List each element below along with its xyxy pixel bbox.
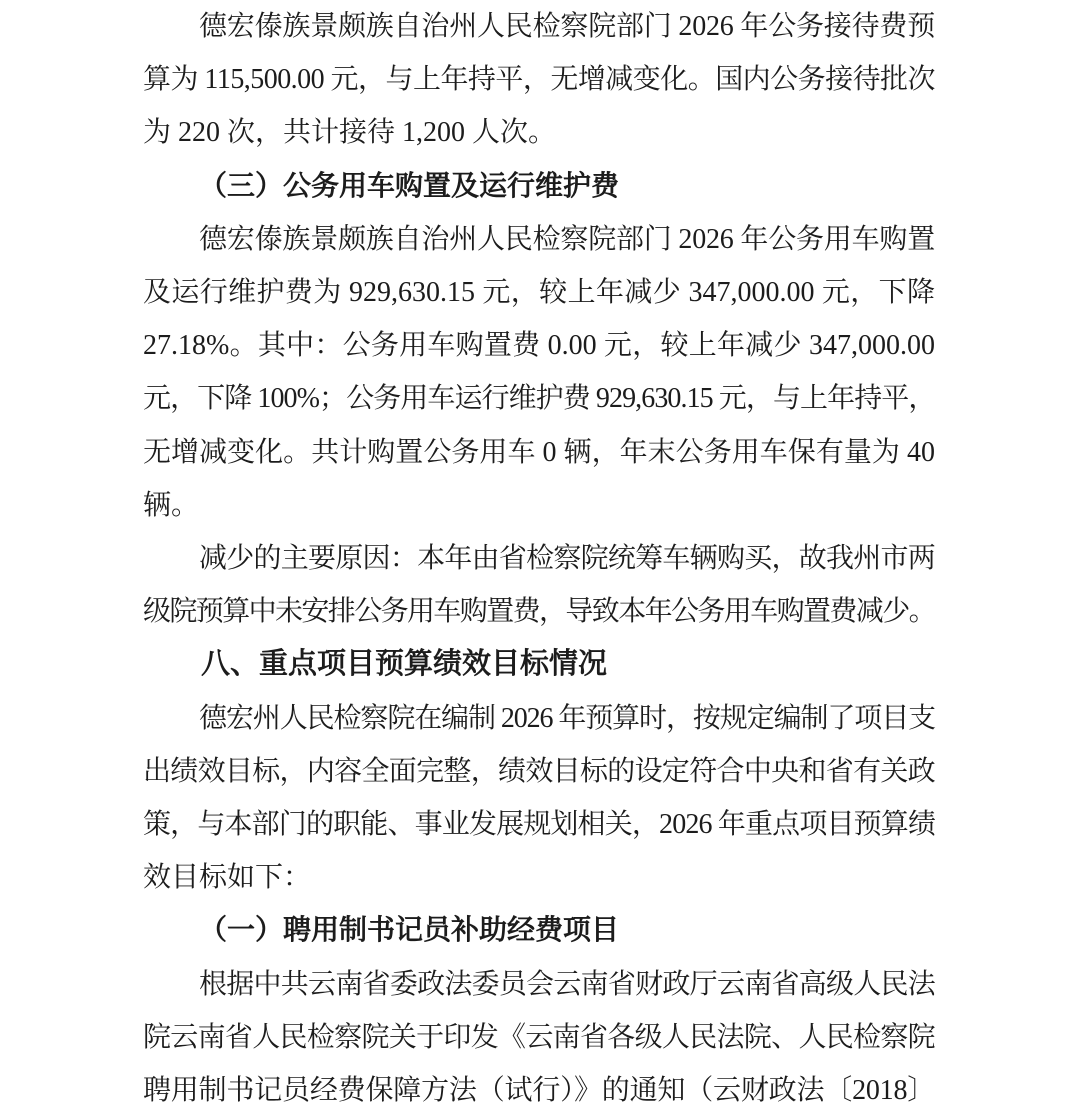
paragraph-vehicle-budget bbox=[143, 213, 935, 532]
text-line: 为 220 次，共计接待 1,200 人次。 bbox=[143, 117, 557, 149]
section-heading-performance-targets bbox=[143, 638, 935, 691]
text-line: 及运行维护费为 929,630.15 元，较上年减少 347,000.00 元，下降 bbox=[143, 277, 935, 309]
text-line: 辆。 bbox=[143, 489, 200, 521]
text-line: 减少的主要原因：本年由省检察院统筹车辆购买，故我州市两 bbox=[199, 543, 936, 575]
text-line: 效目标如下： bbox=[143, 862, 312, 894]
text-line: 级院预算中未安排公务用车购置费，导致本年公务用车购置费减少。 bbox=[143, 596, 936, 628]
text-line: 算为 115,500.00 元，与上年持平，无增减变化。国内公务接待批次 bbox=[143, 64, 935, 96]
text-line: 根据中共云南省委政法委员会云南省财政厅云南省高级人民法 bbox=[199, 968, 936, 1000]
text-line: 无增减变化。共计购置公务用车 0 辆，年末公务用车保有量为 40 bbox=[143, 436, 935, 468]
text-line: 策，与本部门的职能、事业发展规划相关，2026 年重点项目预算绩 bbox=[143, 809, 936, 841]
text-line: 出绩效目标，内容全面完整，绩效目标的设定符合中央和省有关政 bbox=[143, 755, 935, 787]
text-line: 德宏傣族景颇族自治州人民检察院部门 2026 年公务接待费预 bbox=[199, 11, 936, 42]
subheading-text: （一）聘用制书记员补助经费项目 bbox=[199, 915, 620, 947]
paragraph-decrease-reason bbox=[143, 532, 935, 638]
paragraph-performance-intro bbox=[143, 692, 935, 905]
section-heading-text: 八、重点项目预算绩效目标情况 bbox=[201, 648, 608, 681]
subheading-vehicle-fee bbox=[143, 160, 935, 213]
subheading-clerk-subsidy bbox=[143, 904, 935, 957]
subheading-text: （三）公务用车购置及运行维护费 bbox=[199, 170, 620, 202]
text-line: 元，下降 100%；公务用车运行维护费 929,630.15 元，与上年持平， bbox=[143, 383, 936, 415]
text-line: 27.18%。其中：公务用车购置费 0.00 元，较上年减少 347,000.00 bbox=[143, 330, 935, 362]
paragraph-reception-budget bbox=[143, 0, 935, 160]
text-line: 德宏傣族景颇族自治州人民检察院部门 2026 年公务用车购置 bbox=[199, 223, 936, 255]
text-line: 聘用制书记员经费保障方法（试行）》的通知（云财政法〔2018〕 bbox=[143, 1075, 936, 1107]
text-line: 德宏州人民检察院在编制 2026 年预算时，按规定编制了项目支 bbox=[199, 702, 935, 734]
paragraph-clerk-subsidy bbox=[143, 958, 935, 1117]
text-line: 院云南省人民检察院关于印发《云南省各级人民法院、人民检察院 bbox=[143, 1021, 935, 1053]
